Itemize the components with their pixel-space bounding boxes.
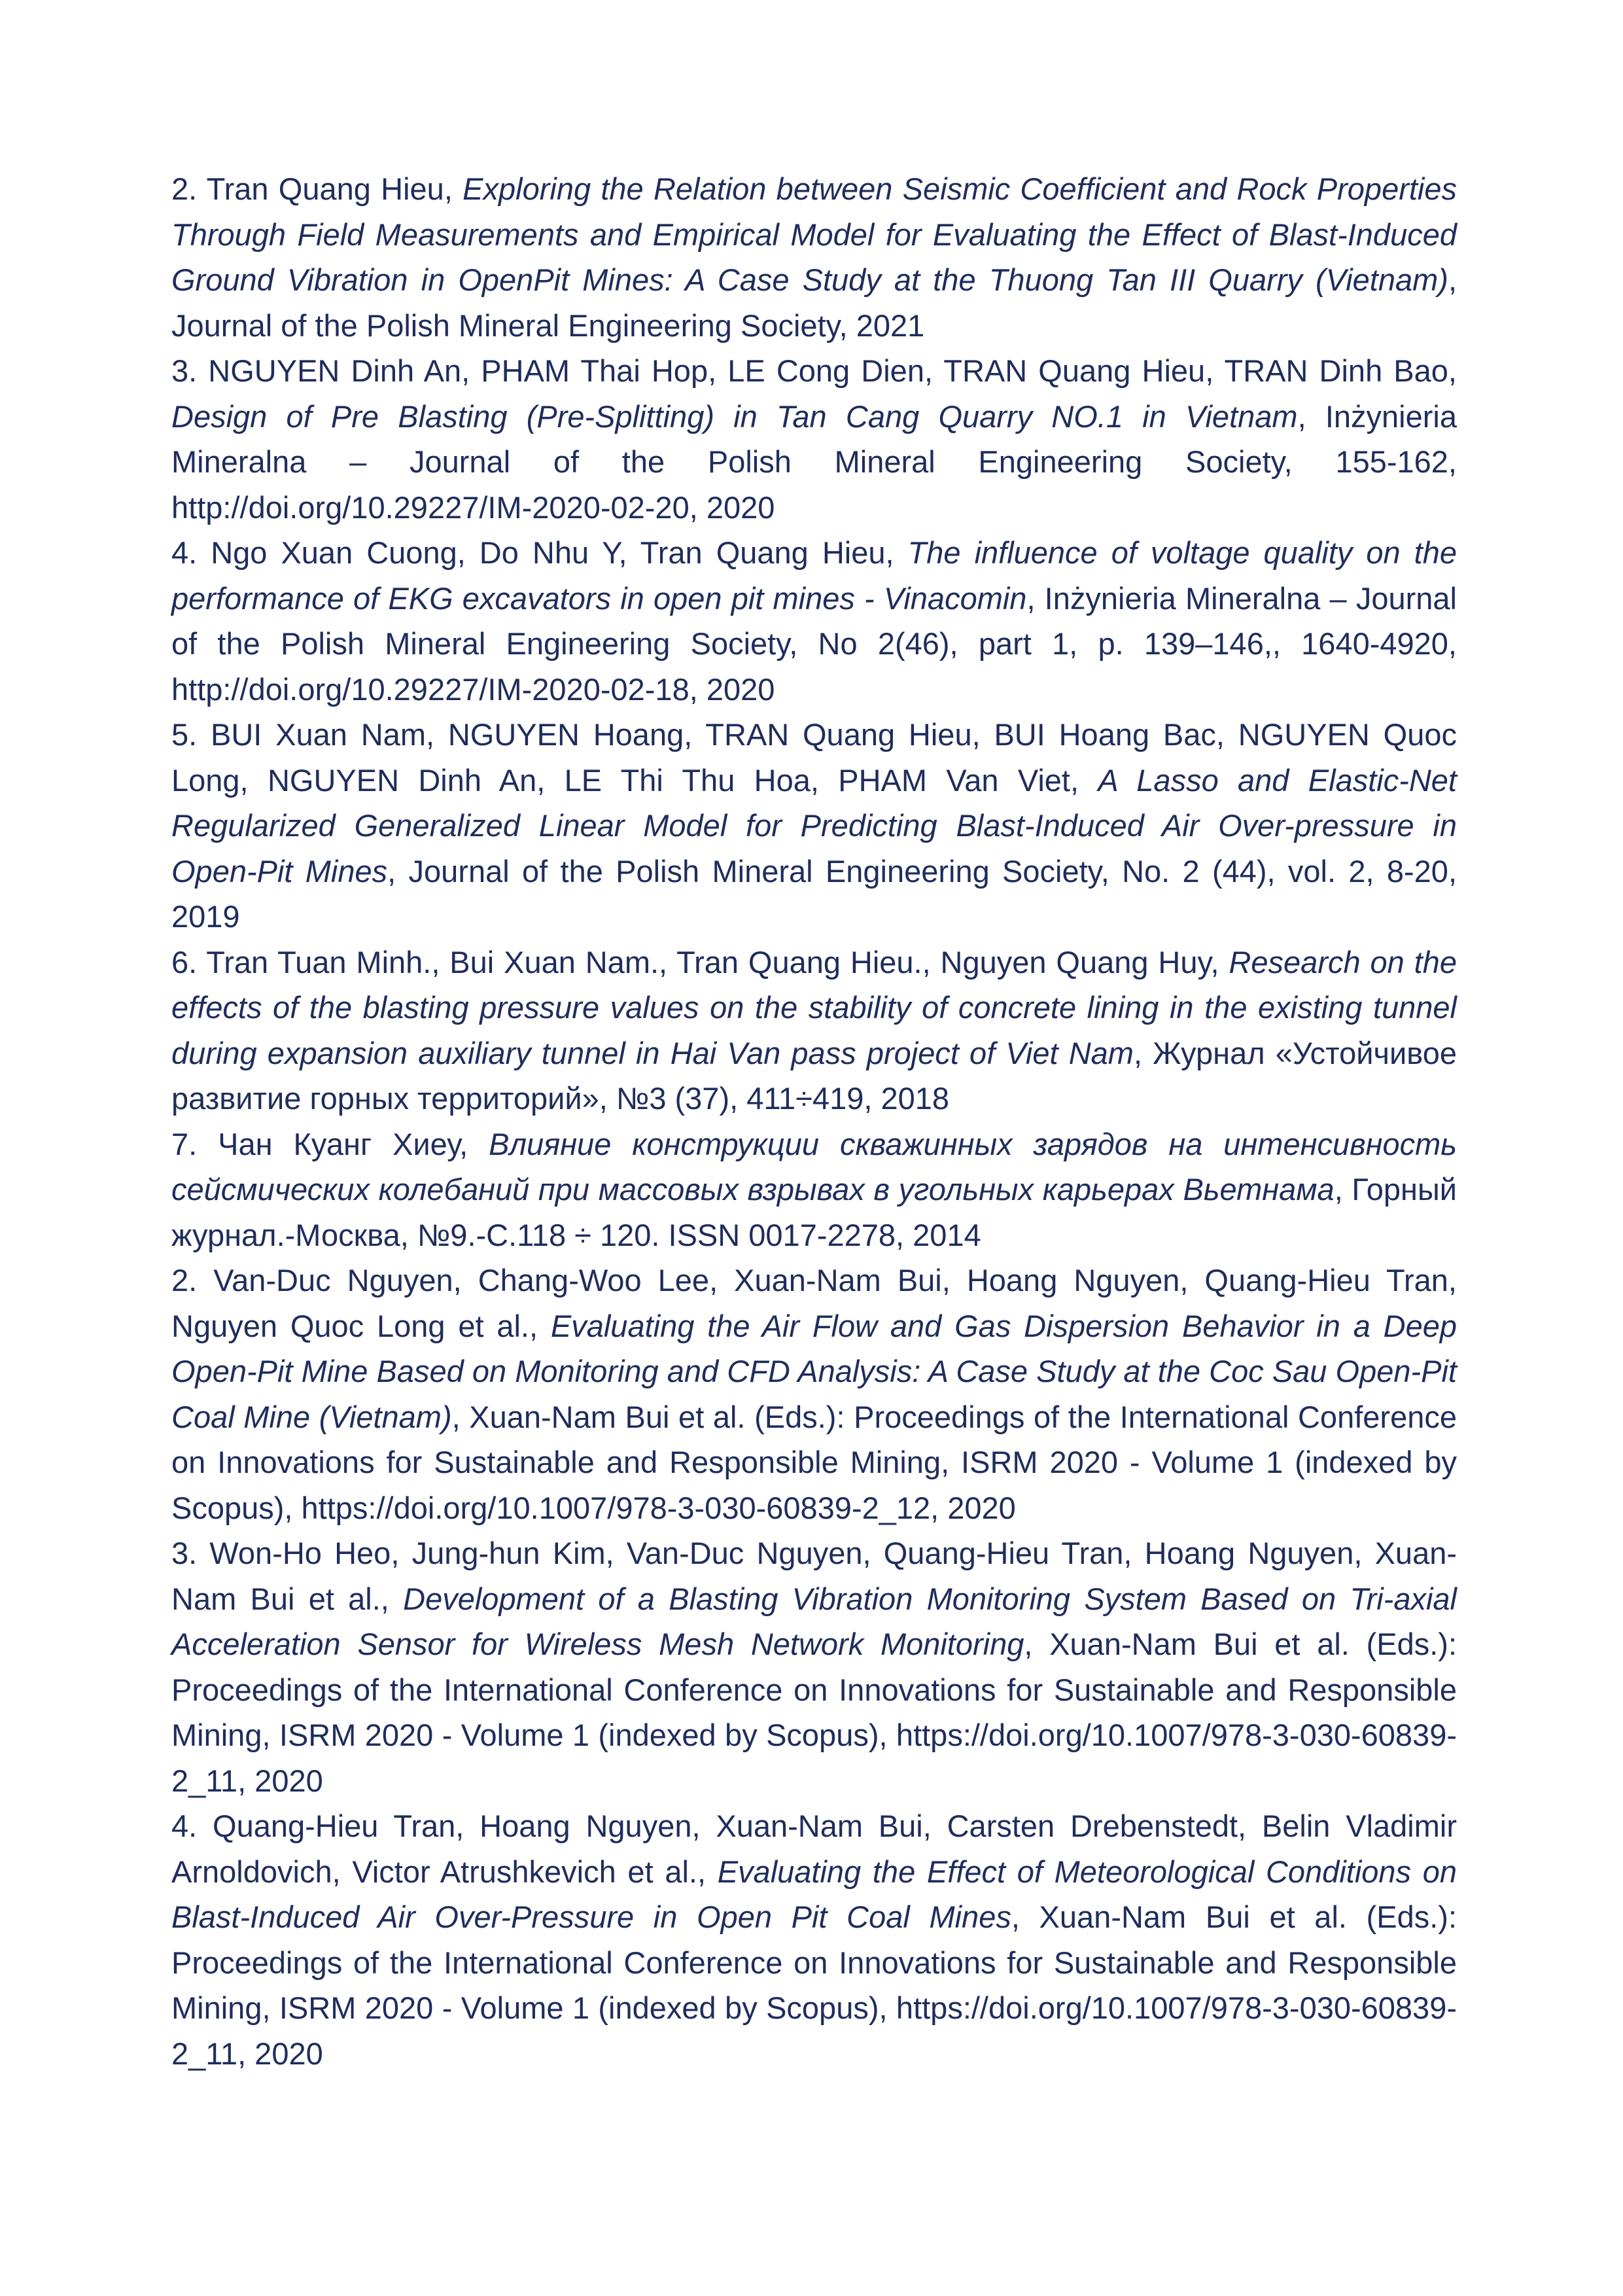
- reference-item: [171, 1530, 1457, 1803]
- reference-source: , Journal of the Polish Mineral Engineering Society, 2021: [171, 262, 1457, 343]
- reference-authors: 2. Tran Quang Hieu,: [171, 171, 463, 206]
- reference-authors: 7. Чан Куанг Хиеу,: [171, 1126, 489, 1161]
- reference-authors: 4. Quang-Hieu Tran, Hoang Nguyen, Xuan-Nam Bui, Carsten Drebenstedt, Belin Vladimir Arnoldovich, Victor Atrushkevich et al.,: [171, 1809, 1457, 1889]
- reference-authors: 2. Van-Duc Nguyen, Chang-Woo Lee, Xuan-Nam Bui, Hoang Nguyen, Quang-Hieu Tran, Nguyen Quoc Long et al.,: [171, 1263, 1457, 1343]
- reference-item: [171, 166, 1457, 348]
- reference-title: Evaluating the Air Flow and Gas Dispersion Behavior in a Deep Open-Pit Mine Based on Monitoring and CFD Analysis: A Case Study at the Coc Sau Open-Pit Coal Mine (Vietnam): [171, 1308, 1457, 1434]
- reference-source: , Xuan-Nam Bui et al. (Eds.): Proceedings of the International Conference on Innovations for Sustainable and Responsible Mining, ISRM 2020 - Volume 1 (indexed by Scopus), https://doi.org/10.1007/978-3-030-60839-2_12, 2020: [171, 1399, 1457, 1525]
- reference-source: , Journal of the Polish Mineral Engineering Society, No. 2 (44), vol. 2, 8-20, 2019: [171, 853, 1457, 934]
- reference-source: , Горный журнал.-Москва, №9.-С.118 ÷ 120. ISSN 0017-2278, 2014: [171, 1172, 1457, 1252]
- reference-item: [171, 712, 1457, 940]
- reference-source: , Inżynieria Mineralna – Journal of the Polish Mineral Engineering Society, 155-162, http://doi.org/10.29227/IM-2020-02-20, 2020: [171, 398, 1457, 525]
- reference-item: [171, 1258, 1457, 1530]
- reference-title: A Lasso and Elastic-Net Regularized Generalized Linear Model for Predicting Blast-Induced Air Over-pressure in Open-Pit Mines: [171, 762, 1457, 889]
- reference-title: Evaluating the Effect of Meteorological Conditions on Blast-Induced Air Over-Pressure in Open Pit Coal Mines: [171, 1854, 1457, 1934]
- reference-authors: 4. Ngo Xuan Cuong, Do Nhu Y, Tran Quang Hieu,: [171, 535, 908, 570]
- reference-title: Влияние конструкции скважинных зарядов на интенсивность сейсмических колебаний при массовых взрывах в угольных карьерах Вьетнама: [171, 1126, 1457, 1207]
- reference-item: [171, 348, 1457, 530]
- reference-authors: 6. Tran Tuan Minh., Bui Xuan Nam., Tran Quang Hieu., Nguyen Quang Huy,: [171, 944, 1229, 980]
- reference-source: , Xuan-Nam Bui et al. (Eds.): Proceedings of the International Conference on Innovations for Sustainable and Responsible Mining, ISRM 2020 - Volume 1 (indexed by Scopus), https://doi.org/10.1007/978-3-030-60839-2_11, 2020: [171, 1627, 1457, 1798]
- reference-title: Exploring the Relation between Seismic Coefficient and Rock Properties Through Field Measurements and Empirical Model for Evaluating the Effect of Blast-Induced Ground Vibration in OpenPit Mines: A Case Study at the Thuong Tan III Quarry (Vietnam): [171, 171, 1457, 297]
- reference-list: [171, 166, 1457, 2076]
- reference-source: , Inżynieria Mineralna – Journal of the Polish Mineral Engineering Society, No 2(46), part 1, p. 139–146,, 1640-4920, http://doi.org/10.29227/IM-2020-02-18, 2020: [171, 580, 1457, 707]
- reference-title: Design of Pre Blasting (Pre-Splitting) in Tan Cang Quarry NO.1 in Vietnam: [171, 398, 1298, 434]
- reference-authors: 5. BUI Xuan Nam, NGUYEN Hoang, TRAN Quang Hieu, BUI Hoang Bac, NGUYEN Quoc Long, NGUYEN Dinh An, LE Thi Thu Hoa, PHAM Van Viet,: [171, 717, 1457, 798]
- reference-item: [171, 940, 1457, 1122]
- reference-item: [171, 1803, 1457, 2076]
- reference-item: [171, 1122, 1457, 1258]
- reference-title: Research on the effects of the blasting pressure values on the stability of concrete lining in the existing tunnel during expansion auxiliary tunnel in Hai Van pass project of Viet Nam: [171, 944, 1457, 1070]
- reference-authors: 3. NGUYEN Dinh An, PHAM Thai Hop, LE Cong Dien, TRAN Quang Hieu, TRAN Dinh Bao,: [171, 353, 1457, 388]
- reference-source: , Журнал «Устойчивое развитие горных территорий», №3 (37), 411÷419, 2018: [171, 1035, 1457, 1116]
- reference-authors: 3. Won-Ho Heo, Jung-hun Kim, Van-Duc Nguyen, Quang-Hieu Tran, Hoang Nguyen, Xuan-Nam Bui et al.,: [171, 1536, 1457, 1616]
- reference-item: [171, 530, 1457, 712]
- reference-title: Development of a Blasting Vibration Monitoring System Based on Tri-axial Acceleration Sensor for Wireless Mesh Network Monitoring: [171, 1581, 1457, 1661]
- reference-title: The influence of voltage quality on the performance of EKG excavators in open pit mines - Vinacomin: [171, 535, 1457, 616]
- reference-source: , Xuan-Nam Bui et al. (Eds.): Proceedings of the International Conference on Innovations for Sustainable and Responsible Mining, ISRM 2020 - Volume 1 (indexed by Scopus), https://doi.org/10.1007/978-3-030-60839-2_11, 2020: [171, 1899, 1457, 2071]
